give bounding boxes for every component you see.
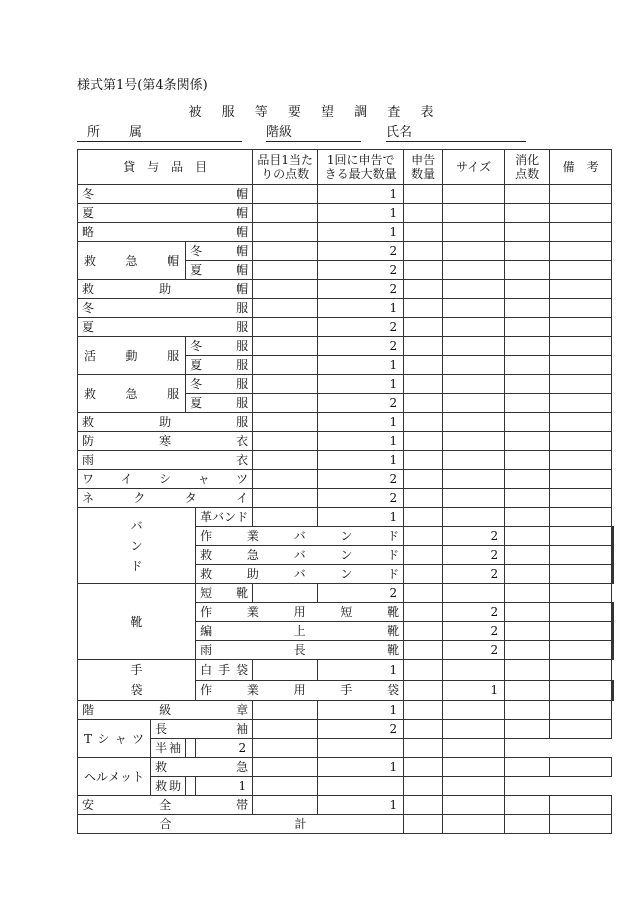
- remarks-cell[interactable]: [550, 185, 612, 204]
- total-request-quantity[interactable]: [404, 815, 443, 834]
- size-cell[interactable]: [443, 758, 505, 777]
- max-quantity-cell: 1: [318, 660, 404, 681]
- request-quantity-cell[interactable]: [505, 622, 550, 641]
- size-cell[interactable]: [443, 223, 505, 242]
- points-cell[interactable]: [253, 413, 318, 432]
- points-cell[interactable]: [253, 489, 318, 508]
- remarks-cell[interactable]: [550, 242, 612, 261]
- points-cell[interactable]: [253, 356, 318, 375]
- item-group-name: 活 動 服: [78, 337, 186, 375]
- max-quantity-cell: 2: [443, 565, 505, 584]
- request-quantity-cell[interactable]: [404, 413, 443, 432]
- points-cell[interactable]: [404, 603, 443, 622]
- size-cell[interactable]: [443, 660, 505, 681]
- remarks-cell[interactable]: [550, 470, 612, 489]
- rank-field[interactable]: [266, 125, 361, 142]
- remarks-cell[interactable]: [613, 546, 614, 565]
- table-row: [78, 242, 614, 261]
- table-row: [78, 701, 614, 720]
- item-sub-name: 夏 服: [186, 356, 253, 375]
- points-cell[interactable]: [253, 375, 318, 394]
- remarks-cell[interactable]: [550, 356, 612, 375]
- request-quantity-cell[interactable]: [404, 508, 443, 527]
- table-row: [78, 318, 614, 337]
- item-name: 防 寒 衣: [78, 432, 253, 451]
- size-cell[interactable]: [443, 413, 505, 432]
- request-quantity-cell[interactable]: [404, 701, 443, 720]
- table-row: [78, 508, 614, 527]
- header-remarks: 備 考: [550, 150, 612, 185]
- points-cell[interactable]: [186, 777, 196, 796]
- item-name: 夏 帽: [78, 204, 253, 223]
- points-cell[interactable]: [253, 720, 318, 739]
- item-name: 救 助 服: [78, 413, 253, 432]
- request-quantity-cell[interactable]: [505, 680, 550, 701]
- affiliation-label: 所 属: [87, 125, 151, 140]
- table-row: [78, 413, 614, 432]
- total-remarks[interactable]: [550, 815, 612, 834]
- max-quantity-cell: 1: [318, 701, 404, 720]
- size-cell[interactable]: [443, 489, 505, 508]
- points-cell[interactable]: [253, 796, 318, 815]
- max-quantity-cell: 1: [318, 375, 404, 394]
- item-group-name: 靴: [78, 584, 196, 660]
- item-name: 雨 衣: [78, 451, 253, 470]
- points-cell[interactable]: [253, 299, 318, 318]
- points-cell[interactable]: [253, 660, 318, 681]
- remarks-cell[interactable]: [613, 527, 614, 546]
- request-quantity-cell[interactable]: [404, 242, 443, 261]
- rank-label: 階級: [266, 125, 293, 140]
- max-quantity-cell: 2: [318, 318, 404, 337]
- remarks-cell[interactable]: [613, 680, 614, 701]
- header-item: 貸 与 品 目: [78, 150, 253, 185]
- points-cell[interactable]: [404, 565, 443, 584]
- size-cell[interactable]: [443, 204, 505, 223]
- consumed-points-cell[interactable]: [505, 701, 550, 720]
- size-cell[interactable]: [443, 337, 505, 356]
- remarks-cell[interactable]: [550, 299, 612, 318]
- consumed-points-cell[interactable]: [505, 584, 550, 603]
- size-cell[interactable]: [443, 280, 505, 299]
- max-quantity-cell: 1: [318, 451, 404, 470]
- remarks-cell[interactable]: [550, 660, 612, 681]
- request-quantity-cell[interactable]: [505, 565, 550, 584]
- size-cell[interactable]: [550, 546, 612, 565]
- table-row: [78, 796, 614, 815]
- item-sub-name: 半 袖: [151, 739, 186, 758]
- size-cell[interactable]: [443, 375, 505, 394]
- size-cell[interactable]: [443, 261, 505, 280]
- name-label: 氏名: [386, 125, 413, 140]
- request-quantity-cell[interactable]: [404, 660, 443, 681]
- item-name: 冬 帽: [78, 185, 253, 204]
- item-sub-name: 作 業 バ ン ド: [196, 527, 404, 546]
- size-cell[interactable]: [443, 508, 505, 527]
- request-quantity-cell[interactable]: [404, 318, 443, 337]
- points-cell[interactable]: [253, 394, 318, 413]
- points-cell[interactable]: [253, 261, 318, 280]
- max-quantity-cell: 2: [443, 527, 505, 546]
- header-row: [78, 150, 614, 185]
- remarks-cell[interactable]: [443, 739, 505, 758]
- item-sub-name: 雨 長 靴: [196, 641, 404, 660]
- consumed-points-cell[interactable]: [505, 280, 550, 299]
- consumed-points-cell[interactable]: [404, 739, 443, 758]
- consumed-points-cell[interactable]: [505, 375, 550, 394]
- max-quantity-cell: 1: [318, 508, 404, 527]
- header-consumed-points: 消化 点数: [505, 150, 550, 185]
- request-quantity-cell[interactable]: [404, 758, 443, 777]
- request-quantity-cell[interactable]: [505, 527, 550, 546]
- size-cell[interactable]: [443, 470, 505, 489]
- remarks-cell[interactable]: [550, 432, 612, 451]
- request-quantity-cell[interactable]: [404, 394, 443, 413]
- points-cell[interactable]: [253, 470, 318, 489]
- item-sub-name: 冬 服: [186, 337, 253, 356]
- max-quantity-cell: 1: [443, 680, 505, 701]
- size-cell[interactable]: [550, 622, 612, 641]
- request-quantity-cell[interactable]: [404, 796, 443, 815]
- size-cell[interactable]: [443, 451, 505, 470]
- table-row: [78, 777, 614, 796]
- form-title: 被 服 等 要 望 調 査 表: [188, 105, 442, 120]
- max-quantity-cell: 2: [443, 546, 505, 565]
- size-cell[interactable]: [443, 318, 505, 337]
- size-cell[interactable]: [443, 796, 505, 815]
- points-cell[interactable]: [253, 584, 318, 603]
- remarks-cell[interactable]: [550, 451, 612, 470]
- item-sub-name: 冬 服: [186, 375, 253, 394]
- request-quantity-cell[interactable]: [404, 451, 443, 470]
- max-quantity-cell: 2: [318, 720, 404, 739]
- size-cell[interactable]: [550, 565, 612, 584]
- points-cell[interactable]: [253, 318, 318, 337]
- consumed-points-cell[interactable]: [404, 777, 443, 796]
- item-sub-name: 夏 服: [186, 394, 253, 413]
- points-cell[interactable]: [404, 622, 443, 641]
- table-row: [78, 720, 614, 739]
- table-row: [78, 204, 614, 223]
- size-cell[interactable]: [550, 680, 612, 701]
- table-row: [78, 451, 614, 470]
- points-cell[interactable]: [186, 739, 196, 758]
- points-cell[interactable]: [253, 185, 318, 204]
- request-quantity-cell[interactable]: [404, 223, 443, 242]
- consumed-points-cell[interactable]: [505, 489, 550, 508]
- item-name: 安 全 帯: [78, 796, 253, 815]
- max-quantity-cell: 2: [318, 337, 404, 356]
- request-quantity-cell[interactable]: [505, 641, 550, 660]
- consumed-points-cell[interactable]: [505, 508, 550, 527]
- item-sub-name: 長 袖: [151, 720, 253, 739]
- points-cell[interactable]: [253, 508, 318, 527]
- table-row: [78, 375, 614, 394]
- item-sub-name: 作 業 用 短 靴: [196, 603, 404, 622]
- points-cell[interactable]: [253, 242, 318, 261]
- consumed-points-cell[interactable]: [505, 720, 550, 739]
- remarks-cell[interactable]: [613, 603, 614, 622]
- size-cell[interactable]: [550, 641, 612, 660]
- table-row: [78, 758, 614, 777]
- remarks-cell[interactable]: [550, 720, 612, 739]
- item-group-name: 救 急 服: [78, 375, 186, 413]
- request-quantity-cell[interactable]: [404, 720, 443, 739]
- item-group-name: 救 急 帽: [78, 242, 186, 280]
- size-cell[interactable]: [318, 739, 404, 758]
- consumed-points-cell[interactable]: [505, 394, 550, 413]
- max-quantity-cell: 1: [318, 413, 404, 432]
- item-group-name: ヘ ル メ ッ ト: [78, 758, 151, 796]
- points-cell[interactable]: [253, 223, 318, 242]
- points-cell[interactable]: [404, 680, 443, 701]
- request-quantity-cell[interactable]: [404, 337, 443, 356]
- remarks-cell[interactable]: [550, 796, 612, 815]
- item-sub-name: 革 バ ン ド: [196, 508, 253, 527]
- item-name: 階 級 章: [78, 701, 253, 720]
- item-sub-name: 救 急 バ ン ド: [196, 546, 404, 565]
- size-cell[interactable]: [443, 720, 505, 739]
- consumed-points-cell[interactable]: [505, 413, 550, 432]
- remarks-cell[interactable]: [550, 318, 612, 337]
- remarks-cell[interactable]: [550, 375, 612, 394]
- consumed-points-cell[interactable]: [505, 796, 550, 815]
- request-quantity-cell[interactable]: [404, 204, 443, 223]
- size-cell[interactable]: [443, 242, 505, 261]
- form-number: 様式第1号(第4条関係): [77, 78, 208, 93]
- max-quantity-cell: 1: [318, 299, 404, 318]
- table-row: [78, 337, 614, 356]
- table-row: [78, 185, 614, 204]
- max-quantity-cell: 2: [443, 603, 505, 622]
- uniform-request-table: [77, 149, 614, 834]
- remarks-cell[interactable]: [550, 413, 612, 432]
- header-points: 品目1当た りの点数: [253, 150, 318, 185]
- request-quantity-cell[interactable]: [404, 299, 443, 318]
- remarks-cell[interactable]: [613, 641, 614, 660]
- remarks-cell[interactable]: [550, 337, 612, 356]
- points-cell[interactable]: [253, 337, 318, 356]
- consumed-points-cell[interactable]: [505, 261, 550, 280]
- remarks-cell[interactable]: [613, 565, 614, 584]
- item-group-name: 手 袋: [78, 660, 196, 701]
- item-sub-name: 救 助: [151, 777, 186, 796]
- item-name: ワ イ シ ャ ツ: [78, 470, 253, 489]
- consumed-points-cell[interactable]: [505, 185, 550, 204]
- request-quantity-cell[interactable]: [404, 432, 443, 451]
- table-row: [78, 739, 614, 758]
- table-row: [78, 489, 614, 508]
- max-quantity-cell: 1: [318, 223, 404, 242]
- max-quantity-cell: 1: [318, 204, 404, 223]
- remarks-cell[interactable]: [550, 584, 612, 603]
- consumed-points-cell[interactable]: [505, 337, 550, 356]
- max-quantity-cell: 1: [318, 758, 404, 777]
- item-sub-name: 短 靴: [196, 584, 253, 603]
- consumed-points-cell[interactable]: [505, 451, 550, 470]
- max-quantity-cell: 2: [443, 622, 505, 641]
- table-row: [78, 470, 614, 489]
- size-cell[interactable]: [443, 584, 505, 603]
- max-quantity-cell: 1: [318, 185, 404, 204]
- request-quantity-cell[interactable]: [253, 777, 318, 796]
- item-sub-name: 白 手 袋: [196, 660, 253, 681]
- max-quantity-cell: 2: [318, 489, 404, 508]
- max-quantity-cell: 2: [318, 261, 404, 280]
- item-sub-name: 救 急: [151, 758, 253, 777]
- max-quantity-cell: 2: [318, 470, 404, 489]
- remarks-cell[interactable]: [550, 701, 612, 720]
- request-quantity-cell[interactable]: [404, 584, 443, 603]
- size-cell[interactable]: [443, 394, 505, 413]
- max-quantity-cell: 1: [318, 356, 404, 375]
- max-quantity-cell: 1: [196, 777, 253, 796]
- consumed-points-cell[interactable]: [505, 470, 550, 489]
- points-cell[interactable]: [253, 432, 318, 451]
- table-row: [78, 280, 614, 299]
- max-quantity-cell: 2: [443, 641, 505, 660]
- points-cell[interactable]: [404, 546, 443, 565]
- size-cell[interactable]: [443, 701, 505, 720]
- max-quantity-cell: 2: [318, 394, 404, 413]
- points-cell[interactable]: [253, 280, 318, 299]
- table-row: [78, 660, 614, 681]
- consumed-points-cell[interactable]: [505, 242, 550, 261]
- total-size[interactable]: [443, 815, 505, 834]
- total-row: [78, 815, 614, 834]
- remarks-cell[interactable]: [550, 758, 612, 777]
- max-quantity-cell: 2: [318, 242, 404, 261]
- request-quantity-cell[interactable]: [253, 739, 318, 758]
- table-row: [78, 432, 614, 451]
- consumed-points-cell[interactable]: [505, 356, 550, 375]
- consumed-points-cell[interactable]: [505, 204, 550, 223]
- item-sub-name: 編 上 靴: [196, 622, 404, 641]
- size-cell[interactable]: [443, 432, 505, 451]
- consumed-points-cell[interactable]: [505, 223, 550, 242]
- remarks-cell[interactable]: [550, 508, 612, 527]
- remarks-cell[interactable]: [550, 280, 612, 299]
- remarks-cell[interactable]: [443, 777, 505, 796]
- total-consumed-points[interactable]: [505, 815, 550, 834]
- item-sub-name: 冬 帽: [186, 242, 253, 261]
- size-cell[interactable]: [318, 777, 404, 796]
- size-cell[interactable]: [443, 299, 505, 318]
- size-cell[interactable]: [443, 185, 505, 204]
- item-name: 夏 服: [78, 318, 253, 337]
- size-cell[interactable]: [550, 603, 612, 622]
- remarks-cell[interactable]: [550, 223, 612, 242]
- item-name: 救 助 帽: [78, 280, 253, 299]
- remarks-cell[interactable]: [550, 394, 612, 413]
- item-sub-name: 救 助 バ ン ド: [196, 565, 404, 584]
- request-quantity-cell[interactable]: [404, 261, 443, 280]
- request-quantity-cell[interactable]: [404, 489, 443, 508]
- remarks-cell[interactable]: [550, 489, 612, 508]
- affiliation-field[interactable]: [77, 125, 242, 142]
- item-group-name: T シ ャ ツ: [78, 720, 151, 758]
- max-quantity-cell: 1: [318, 796, 404, 815]
- max-quantity-cell: 2: [318, 584, 404, 603]
- table-row: [78, 584, 614, 603]
- remarks-cell[interactable]: [550, 204, 612, 223]
- consumed-points-cell[interactable]: [505, 299, 550, 318]
- size-cell[interactable]: [550, 527, 612, 546]
- points-cell[interactable]: [253, 701, 318, 720]
- request-quantity-cell[interactable]: [404, 356, 443, 375]
- remarks-cell[interactable]: [550, 261, 612, 280]
- max-quantity-cell: 1: [318, 432, 404, 451]
- consumed-points-cell[interactable]: [505, 432, 550, 451]
- total-label: 合 計: [78, 815, 404, 834]
- item-sub-name: 夏 帽: [186, 261, 253, 280]
- points-cell[interactable]: [253, 204, 318, 223]
- table-row: [78, 223, 614, 242]
- header-size: サイズ: [443, 150, 505, 185]
- name-field[interactable]: [386, 125, 526, 142]
- header-max-quantity: 1回に申告で きる最大数量: [318, 150, 404, 185]
- request-quantity-cell[interactable]: [404, 375, 443, 394]
- size-cell[interactable]: [443, 356, 505, 375]
- remarks-cell[interactable]: [613, 622, 614, 641]
- item-name: 略 帽: [78, 223, 253, 242]
- request-quantity-cell[interactable]: [404, 185, 443, 204]
- points-cell[interactable]: [253, 758, 318, 777]
- request-quantity-cell[interactable]: [404, 280, 443, 299]
- points-cell[interactable]: [404, 527, 443, 546]
- consumed-points-cell[interactable]: [505, 660, 550, 681]
- points-cell[interactable]: [253, 451, 318, 470]
- header-request-quantity: 申告 数量: [404, 150, 443, 185]
- item-name: 冬 服: [78, 299, 253, 318]
- max-quantity-cell: 2: [196, 739, 253, 758]
- points-cell[interactable]: [404, 641, 443, 660]
- consumed-points-cell[interactable]: [505, 758, 550, 777]
- consumed-points-cell[interactable]: [505, 318, 550, 337]
- item-group-name: バ ン ド: [78, 508, 196, 584]
- table-row: [78, 299, 614, 318]
- max-quantity-cell: 2: [318, 280, 404, 299]
- request-quantity-cell[interactable]: [404, 470, 443, 489]
- item-name: ネ ク タ イ: [78, 489, 253, 508]
- item-sub-name: 作 業 用 手 袋: [196, 680, 404, 701]
- request-quantity-cell[interactable]: [505, 546, 550, 565]
- request-quantity-cell[interactable]: [505, 603, 550, 622]
